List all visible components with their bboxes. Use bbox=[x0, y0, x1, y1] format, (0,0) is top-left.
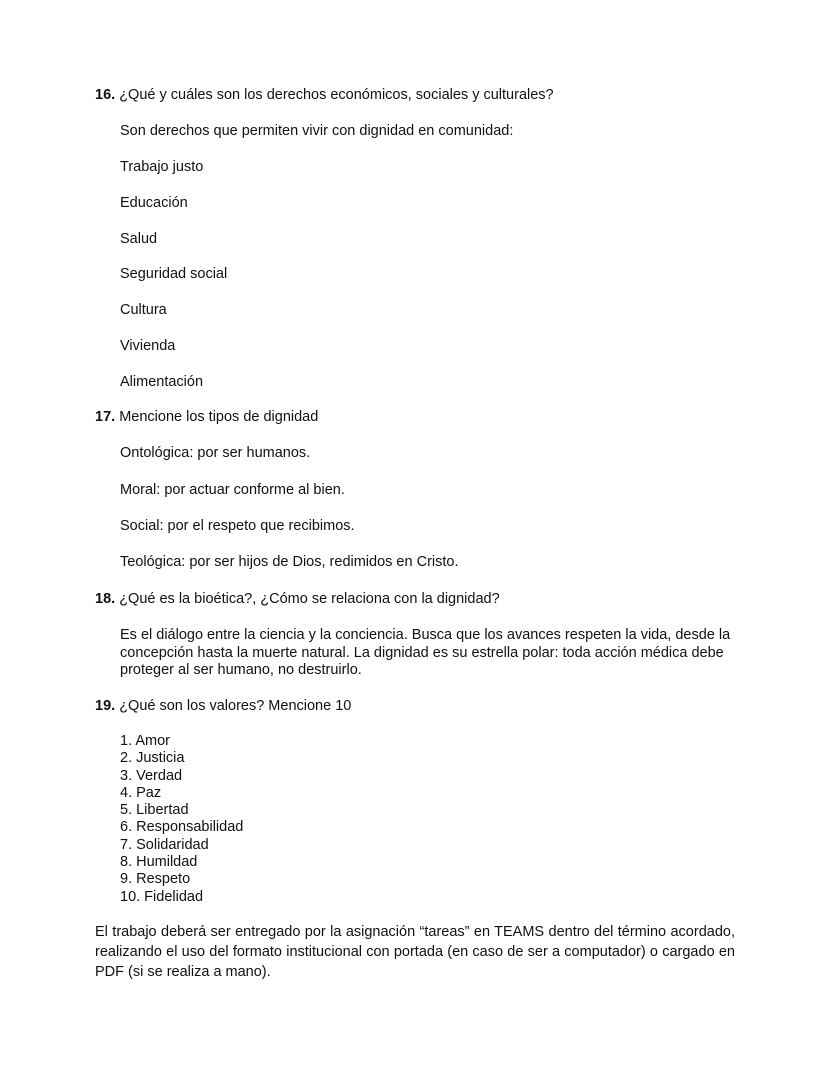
question-text: ¿Qué y cuáles son los derechos económicos, sociales y culturales? bbox=[119, 87, 554, 103]
answer-16-item: Salud bbox=[120, 231, 158, 247]
answer-17-item: Ontológica: por ser humanos. bbox=[120, 445, 311, 461]
question-16 bbox=[95, 87, 554, 103]
question-number: 16. bbox=[95, 87, 116, 103]
question-number: 18. bbox=[95, 591, 116, 607]
question-number: 19. bbox=[95, 698, 116, 714]
question-number: 17. bbox=[95, 409, 116, 425]
answer-16-intro: Son derechos que permiten vivir con dignidad en comunidad: bbox=[120, 123, 514, 139]
answer-16-item: Seguridad social bbox=[120, 266, 228, 282]
answer-16-item: Alimentación bbox=[120, 374, 204, 390]
list-item: 4. Paz bbox=[120, 784, 162, 801]
list-item: 8. Humildad bbox=[120, 854, 198, 871]
list-item: 10. Fidelidad bbox=[120, 888, 204, 905]
question-17 bbox=[95, 409, 318, 425]
answer-17-item: Social: por el respeto que recibimos. bbox=[120, 518, 355, 534]
list-item: 7. Solidaridad bbox=[120, 836, 209, 853]
answer-17-item: Moral: por actuar conforme al bien. bbox=[120, 482, 345, 498]
answer-16-item: Trabajo justo bbox=[120, 159, 204, 175]
list-item: 1. Amor bbox=[120, 733, 170, 749]
list-item: 2. Justicia bbox=[120, 750, 185, 767]
answer-18-paragraph: Es el diálogo entre la ciencia y la conciencia. Busca que los avances respeten la vida, desde la concepción hasta la muerte natural. La dignidad es su estrella polar: toda acción médica debe proteger al ser humano, no destruirlo. bbox=[120, 627, 731, 678]
answer-16-item: Cultura bbox=[120, 302, 167, 318]
list-item: 5. Libertad bbox=[120, 802, 189, 819]
list-item: 6. Responsabilidad bbox=[120, 819, 244, 836]
list-item: 9. Respeto bbox=[120, 871, 191, 888]
answer-17-item: Teológica: por ser hijos de Dios, redimidos en Cristo. bbox=[120, 554, 459, 570]
question-19 bbox=[95, 698, 351, 714]
question-18 bbox=[95, 591, 500, 607]
question-text: Mencione los tipos de dignidad bbox=[119, 409, 319, 425]
question-text: ¿Qué es la bioética?, ¿Cómo se relaciona con la dignidad? bbox=[119, 591, 500, 607]
values-list bbox=[120, 733, 243, 906]
answer-16-item: Vivienda bbox=[120, 338, 176, 354]
question-text: ¿Qué son los valores? Mencione 10 bbox=[119, 698, 352, 714]
answer-16-item: Educación bbox=[120, 195, 188, 211]
list-item: 3. Verdad bbox=[120, 767, 183, 784]
submission-instructions: El trabajo deberá ser entregado por la asignación “tareas” en TEAMS dentro del término acordado, realizando el uso del formato institucional con portada (en caso de ser a computador) o cargado en PDF (si se realiza a mano). bbox=[95, 924, 735, 980]
